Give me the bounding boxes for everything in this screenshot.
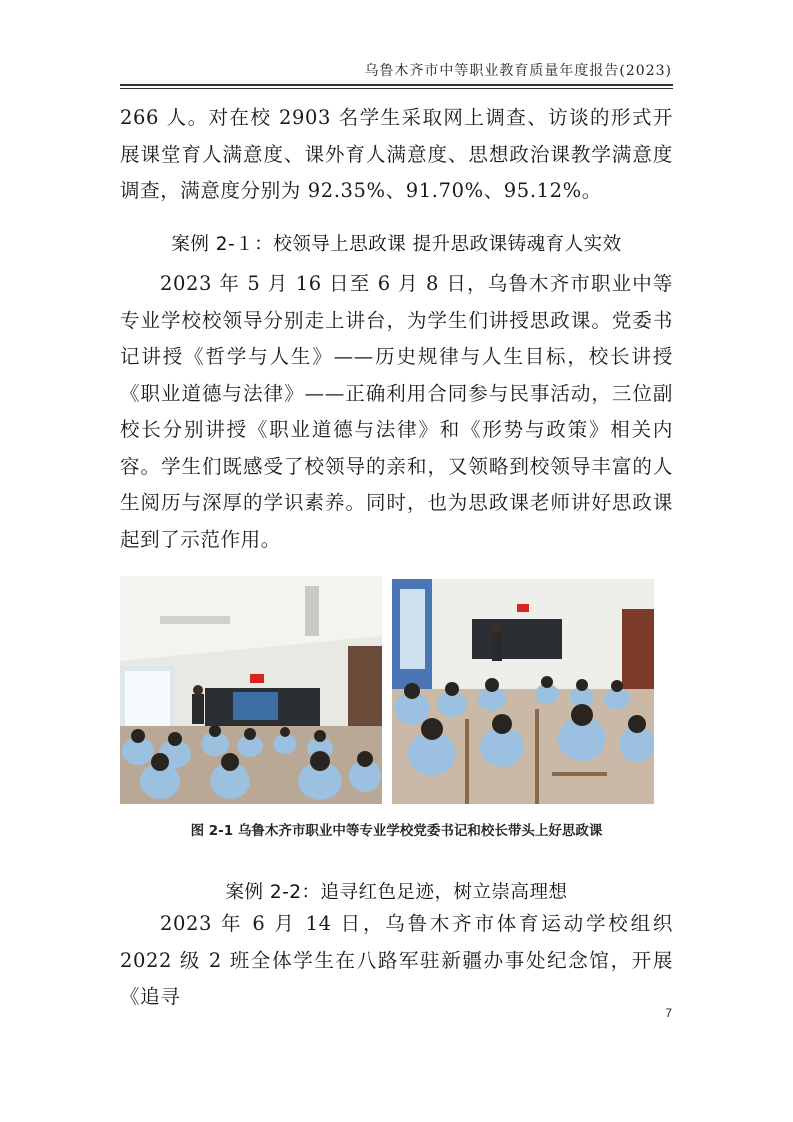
- photo-classroom-right: [392, 579, 654, 804]
- paragraph-survey: 266 人。对在校 2903 名学生采取网上调查、访谈的形式开展课堂育人满意度、课外育人满意度、思想政治课教学满意度调查，满意度分别为 92.35%、91.70%、95.12%。: [120, 106, 673, 202]
- report-header-title: 乌鲁木齐市中等职业教育质量年度报告(2023): [364, 63, 672, 79]
- paragraph-case-2-1: 2023 年 5 月 16 日至 6 月 8 日，乌鲁木齐市职业中等专业学校校领导分别走上讲台，为学生们讲授思政课。党委书记讲授《哲学与人生》——历史规律与人生目标，校长讲授《职业道德与法律》——正确利用合同参与民事活动，三位副校长分别讲授《职业道德与法律》和《形势与政策》相关内容。学生们既感受了校领导的亲和，又领略到校领导丰富的人生阅历与深厚的学识素养。同时，也为思政课老师讲好思政课起到了示范作用。: [120, 272, 673, 551]
- paragraph-case-2-2: 2023 年 6 月 14 日，乌鲁木齐市体育运动学校组织 2022 级 2 班全体学生在八路军驻新疆办事处纪念馆，开展《追寻: [120, 912, 673, 1008]
- case-title-2-2: 案例 2-2：追寻红色足迹，树立崇高理想: [225, 882, 568, 903]
- header-rule: [120, 84, 673, 86]
- figure-caption: 图 2-1 乌鲁木齐市职业中等专业学校党委书记和校长带头上好思政课: [190, 823, 603, 839]
- classroom-right-illustration: [392, 579, 654, 804]
- header-rule-thin: [120, 88, 673, 89]
- case-title-2-1: 案例 2-１：校领导上思政课 提升思政课铸魂育人实效: [171, 234, 622, 255]
- page-number: 7: [665, 1006, 672, 1020]
- classroom-left-illustration: [120, 576, 382, 804]
- photo-classroom-left: [120, 576, 382, 804]
